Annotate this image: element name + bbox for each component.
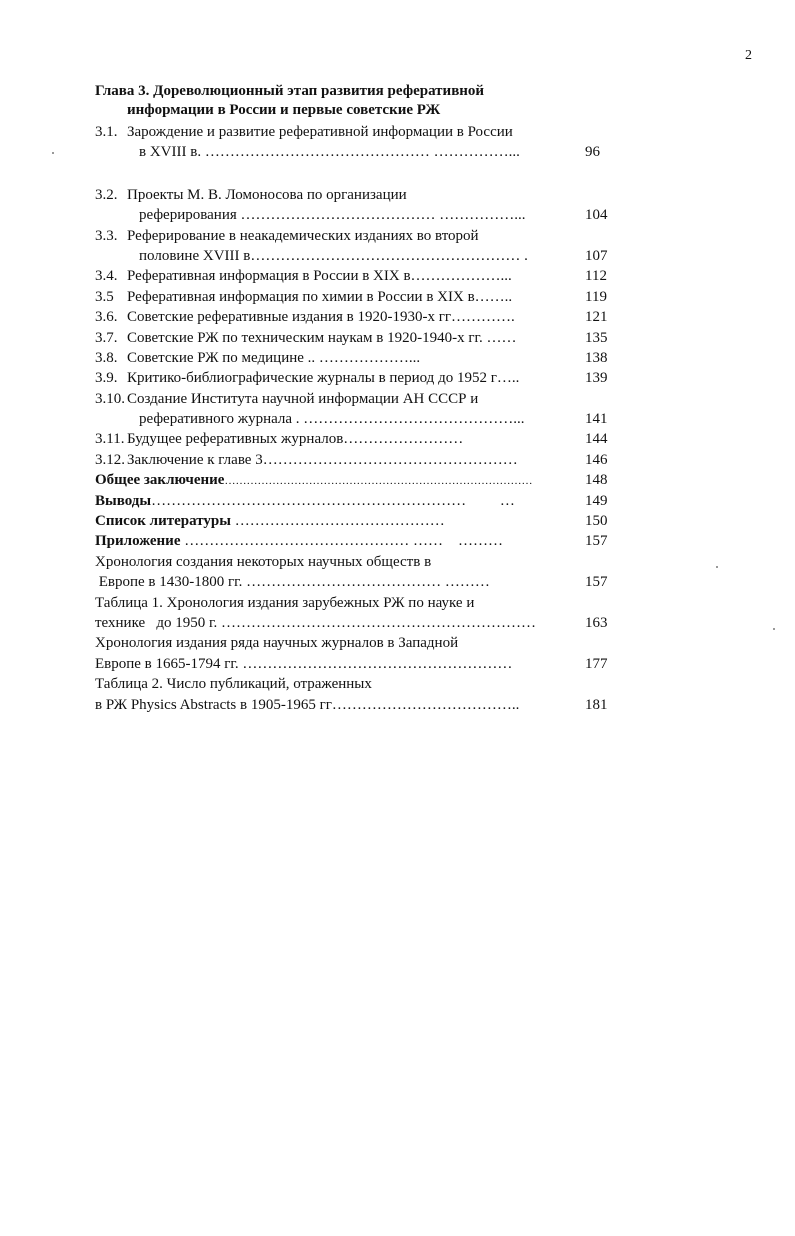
toc-entry-3-6	[95, 307, 615, 327]
toc-section-conclusions	[95, 491, 615, 511]
appendix-title: Таблица 2. Число публикаций, отраженных	[95, 676, 372, 693]
section-page: 157	[585, 533, 608, 550]
entry-number: 3.2.	[95, 186, 118, 203]
toc-entry-3-3	[95, 226, 615, 267]
entry-page: 121	[585, 309, 608, 326]
entry-title: Советские РЖ по медицине .. ………………...	[127, 349, 421, 366]
chapter-heading-line-1: Глава 3. Дореволюционный этап развития реферативной	[95, 83, 485, 99]
entry-page: 138	[585, 349, 608, 366]
section-title: Общее заключение	[95, 472, 225, 489]
toc-entry-3-1	[95, 122, 615, 163]
entry-page: 139	[585, 370, 608, 387]
entry-page: 141	[585, 411, 608, 428]
section-title: Список литературы	[95, 513, 231, 530]
entry-number: 3.12.	[95, 451, 125, 468]
entry-page: 144	[585, 431, 608, 448]
entry-page: 146	[585, 451, 608, 468]
appendix-title-cont: в РЖ Physics Abstracts в 1905-1965 гг………………………………..	[95, 696, 520, 713]
appendix-title: Хронология издания ряда научных журналов в Западной	[95, 635, 459, 652]
toc-entry-3-12	[95, 450, 615, 470]
section-page: 148	[585, 472, 608, 489]
entry-title: Создание Института научной информации АН СССР и	[127, 390, 479, 407]
entry-number: 3.10.	[95, 390, 125, 407]
entry-title: Реферирование в неакадемических изданиях во второй	[127, 227, 479, 244]
entry-title: Будущее реферативных журналов……………………	[127, 431, 464, 448]
appendix-title: Таблица 1. Хронология издания зарубежных РЖ по науке и	[95, 594, 475, 611]
entry-title: Реферативная информация по химии в России в XIX в……..	[127, 288, 513, 305]
scan-speck	[716, 566, 718, 568]
appendix-item-journals	[95, 633, 615, 674]
section-leader: ……………………………………	[230, 513, 445, 530]
entry-page: 112	[585, 268, 607, 285]
toc-entry-3-7	[95, 328, 615, 348]
section-title: Выводы	[95, 492, 152, 509]
entry-title: Проекты М. В. Ломоносова по организации	[127, 186, 407, 203]
entry-number: 3.4.	[95, 268, 118, 285]
toc-entry-3-4	[95, 266, 615, 286]
entry-number: 3.6.	[95, 309, 118, 326]
entry-number: 3.11.	[95, 431, 125, 448]
entry-number: 3.5	[95, 288, 114, 305]
toc-entry-3-8	[95, 348, 615, 368]
scan-speck	[773, 628, 775, 630]
appendix-page: 163	[585, 614, 608, 631]
entry-number: 3.9.	[95, 370, 118, 387]
section-leader: ……………………………………………………… …	[151, 492, 515, 509]
section-leader: ……………………………………… …… ………	[180, 533, 503, 550]
section-page: 150	[585, 513, 608, 530]
toc-entry-3-2	[95, 185, 615, 226]
entry-page: 135	[585, 329, 608, 346]
toc-section-appendix	[95, 531, 615, 551]
chapter-heading-line-2: информации в России и первые советские РЖ	[127, 102, 441, 118]
entry-page: 119	[585, 288, 607, 305]
section-title: Приложение	[95, 533, 181, 550]
toc-section-general-conclusion	[95, 470, 615, 490]
entry-title: Критико-библиографические журналы в период до 1952 г…..	[127, 370, 520, 387]
appendix-page: 181	[585, 696, 608, 713]
appendix-title-cont: Европе в 1665-1794 гг. ………………………………………………	[95, 655, 513, 672]
entry-number: 3.7.	[95, 329, 118, 346]
scan-speck	[52, 152, 54, 154]
entry-title-cont: половине XVIII в……………………………………………… .	[139, 247, 528, 264]
toc-entry-3-10	[95, 389, 615, 430]
toc-entry-3-5	[95, 287, 615, 307]
table-of-contents	[95, 122, 615, 715]
entry-number: 3.3.	[95, 227, 118, 244]
toc-entry-3-11	[95, 429, 615, 449]
entry-number: 3.1.	[95, 124, 118, 140]
entry-title-cont: реферативного журнала . ……………………………………...	[139, 411, 525, 428]
entry-title-cont: реферирования ………………………………… ……………...	[139, 207, 526, 224]
appendix-page: 157	[585, 574, 608, 591]
appendix-title-cont: Европе в 1430-1800 гг. ………………………………… ………	[95, 574, 490, 591]
entry-title: Зарождение и развитие реферативной информации в России	[127, 124, 513, 140]
entry-title: Заключение к главе 3……………………………………………	[127, 451, 518, 468]
entry-title: Советские РЖ по техническим наукам в 1920-1940-х гг. ……	[127, 329, 517, 346]
entry-title-cont: в XVIII в. ……………………………………… ……………...	[139, 144, 520, 161]
entry-page: 104	[585, 207, 608, 224]
entry-number: 3.8.	[95, 349, 118, 366]
page-number: 2	[745, 48, 752, 63]
entry-page: 96	[585, 144, 600, 161]
entry-title: Реферативная информация в России в XIX в………………...	[127, 268, 512, 285]
toc-entry-3-9	[95, 368, 615, 388]
appendix-title-cont: технике до 1950 г. ………………………………………………………	[95, 614, 536, 631]
appendix-title: Хронология создания некоторых научных обществ в	[95, 553, 432, 570]
appendix-item-societies	[95, 552, 615, 593]
section-page: 149	[585, 492, 608, 509]
appendix-page: 177	[585, 655, 608, 672]
entry-title: Советские реферативные издания в 1920-1930-х гг………….	[127, 309, 515, 326]
section-leader: …………………………………………………………………………	[224, 475, 533, 488]
appendix-item-table-2	[95, 674, 615, 715]
toc-section-references	[95, 511, 615, 531]
chapter-heading	[95, 82, 484, 120]
entry-page: 107	[585, 247, 608, 264]
appendix-item-table-1	[95, 593, 615, 634]
